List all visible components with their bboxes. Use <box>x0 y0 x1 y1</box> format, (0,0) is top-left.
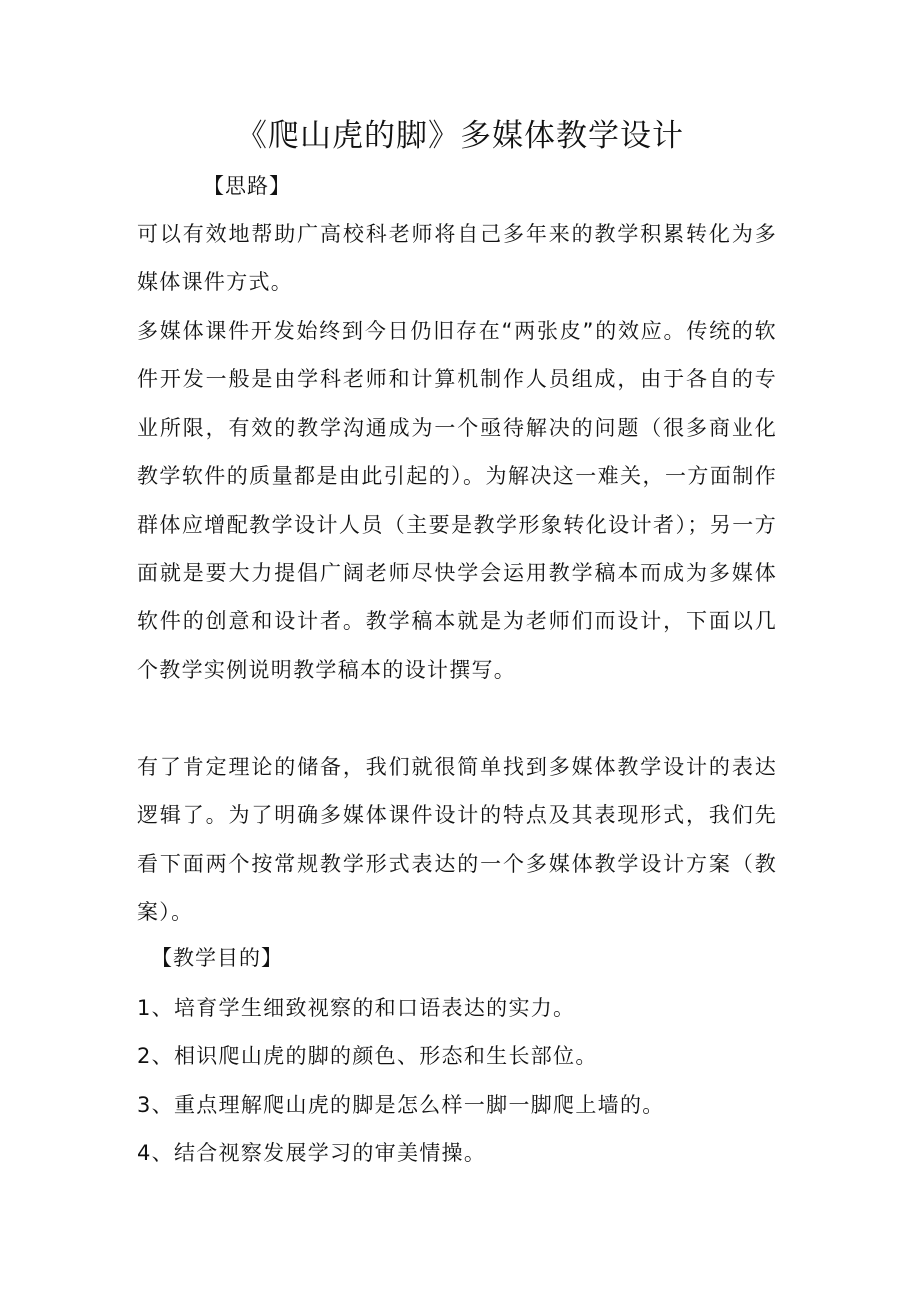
goal-item-3: 3、重点理解爬山虎的脚是怎么样一脚一脚爬上墙的。 <box>137 1093 665 1117</box>
paragraph-3: 有了肯定理论的储备，我们就很简单找到多媒体教学设计的表达逻辑了。为了明确多媒体课件设计的特点及其表现形式，我们先看下面两个按常规教学形式表达的一个多媒体教学设计方案（教案）。 <box>137 755 777 925</box>
section-heading-thinking: 【思路】 <box>203 174 291 198</box>
goal-item-2: 2、相识爬山虎的脚的颜色、形态和生长部位。 <box>137 1044 598 1068</box>
paragraph-1: 可以有效地帮助广高校科老师将自己多年来的教学积累转化为多媒体课件方式。 <box>137 222 777 295</box>
section-heading-goals: 【教学目的】 <box>151 946 283 970</box>
goal-item-1: 1、培育学生细致视察的和口语表达的实力。 <box>137 996 576 1020</box>
document-title: 《爬山虎的脚》多媒体教学设计 <box>236 118 684 154</box>
goal-item-4: 4、结合视察发展学习的审美情操。 <box>137 1141 487 1165</box>
paragraph-2: 多媒体课件开发始终到今日仍旧存在“两张皮”的效应。传统的软件开发一般是由学科老师和计算机制作人员组成，由于各自的专业所限，有效的教学沟通成为一个亟待解决的问题（很多商业化教学软件的质量都是由此引起的）。为解决这一难关，一方面制作群体应增配教学设计人员（主要是教学形象转化设计者）；另一方面就是要大力提倡广阔老师尽快学会运用教学稿本而成为多媒体软件的创意和设计者。教学稿本就是为老师们而设计，下面以几个教学实例说明教学稿本的设计撰写。 <box>137 319 777 682</box>
